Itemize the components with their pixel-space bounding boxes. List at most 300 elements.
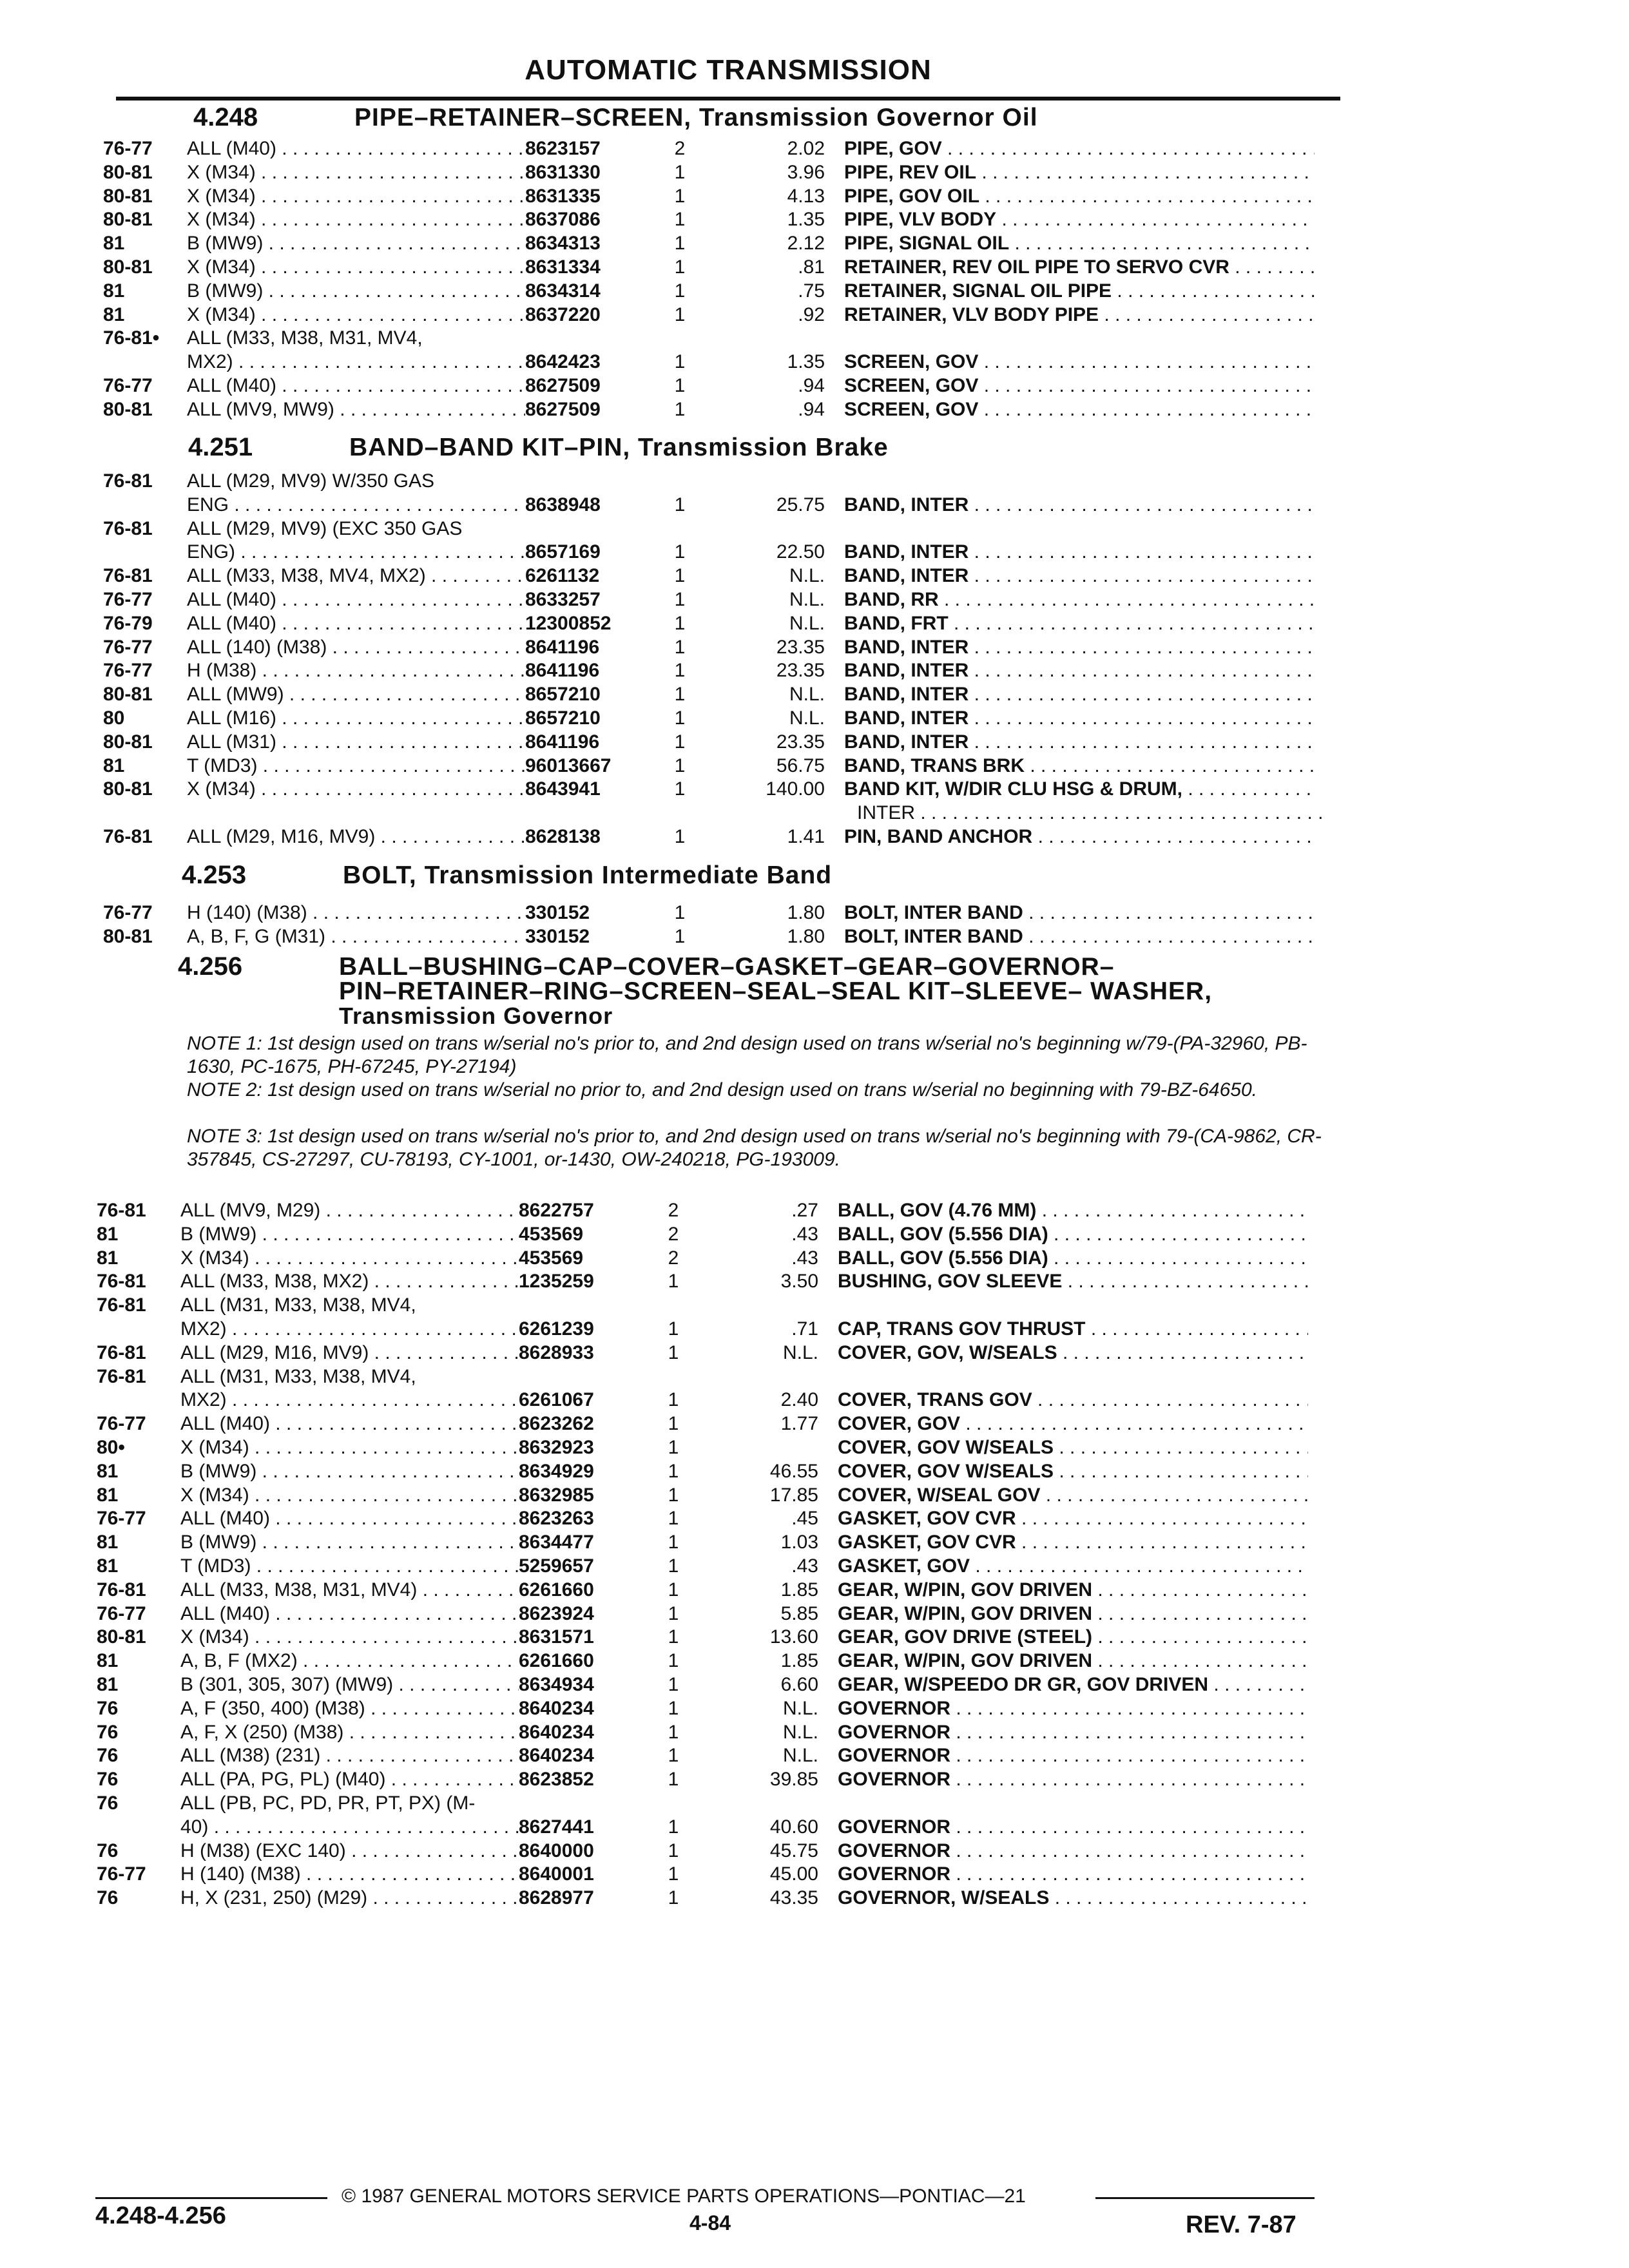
description — [844, 754, 1315, 778]
part-number: 6261067 — [519, 1389, 594, 1410]
price: 22.50 — [776, 541, 825, 562]
description-noun: COVER, GOV, W/SEALS — [838, 1342, 1057, 1363]
description-noun: GOVERNOR, W/SEALS — [838, 1887, 1050, 1908]
application: ALL (M40) . . . — [180, 1412, 519, 1436]
part-number: 1235259 — [519, 1271, 594, 1292]
description — [838, 1578, 1308, 1602]
application: ENG) . . . — [187, 540, 525, 564]
quantity: 1 — [674, 280, 686, 302]
description-noun: SCREEN, GOV — [844, 351, 979, 372]
part-number: 8631571 — [519, 1626, 594, 1648]
part-row — [103, 706, 1327, 730]
application: X (M34) . . . — [187, 255, 525, 279]
quantity: 1 — [674, 162, 686, 183]
description-noun: RETAINER, VLV BODY PIPE — [844, 304, 1099, 325]
quantity: 2 — [668, 1200, 679, 1221]
price: 5.85 — [780, 1603, 818, 1624]
part-row — [97, 1293, 1321, 1317]
model-years: 76-77 — [103, 589, 153, 610]
price: N.L. — [789, 684, 825, 705]
model-years: 76-81• — [103, 327, 160, 349]
part-row — [103, 160, 1327, 184]
application: ALL (140) (M38) . . . — [187, 635, 525, 659]
model-years: 81 — [103, 233, 125, 254]
description-noun: BUSHING, GOV SLEEVE — [838, 1271, 1063, 1292]
description-noun: SCREEN, GOV — [844, 399, 979, 420]
part-row — [103, 374, 1327, 398]
model-years: 81 — [97, 1247, 119, 1269]
application: ALL (M29, MV9) W/350 GAS — [187, 470, 435, 492]
model-years: 76 — [97, 1840, 119, 1861]
model-years: 76-77 — [97, 1508, 146, 1529]
price: 45.75 — [769, 1840, 818, 1861]
part-row — [97, 1246, 1321, 1270]
part-row — [97, 1459, 1321, 1483]
part-number: 6261660 — [519, 1579, 594, 1600]
application: X (M34) . . . — [180, 1246, 519, 1270]
application: ALL (M29, M16, MV9) . . . — [180, 1341, 519, 1365]
part-number: 453569 — [519, 1224, 584, 1245]
price: 13.60 — [769, 1626, 818, 1648]
description-noun: PIPE, GOV OIL — [844, 186, 980, 207]
model-years: 76-77 — [103, 138, 153, 159]
footer-page-number: 4-84 — [689, 2211, 731, 2234]
part-row — [97, 1886, 1321, 1910]
description-noun: BAND, INTER — [844, 494, 969, 515]
description — [844, 706, 1315, 730]
part-number: 8633257 — [525, 589, 601, 610]
description-noun: GASKET, GOV CVR — [838, 1532, 1016, 1553]
part-row — [97, 1388, 1321, 1412]
description — [838, 1767, 1308, 1791]
part-row — [103, 754, 1327, 778]
part-number: 8637086 — [525, 209, 601, 230]
part-number: 8634313 — [525, 233, 601, 254]
part-number: 8623924 — [519, 1603, 594, 1624]
application: ALL (M40) . . . — [187, 588, 525, 611]
description-noun: COVER, W/SEAL GOV — [838, 1485, 1041, 1506]
description — [838, 1696, 1308, 1720]
application: X (M34) . . . — [187, 207, 525, 231]
quantity: 1 — [668, 1722, 679, 1743]
description — [838, 1483, 1308, 1507]
model-years: 76-81 — [97, 1294, 146, 1316]
quantity: 1 — [674, 926, 686, 947]
part-number: 8622757 — [519, 1200, 594, 1221]
price: 46.55 — [769, 1461, 818, 1482]
part-number: 8632923 — [519, 1437, 594, 1458]
model-years: 81 — [103, 280, 125, 302]
description — [838, 1246, 1308, 1270]
section-heading — [193, 103, 1418, 132]
application: ALL (M33, M38, MX2) . . . — [180, 1269, 519, 1293]
application: ALL (M31) . . . — [187, 730, 525, 754]
quantity: 1 — [668, 1698, 679, 1719]
description — [838, 1554, 1308, 1578]
model-years: 76-79 — [103, 613, 153, 634]
description — [838, 1222, 1308, 1246]
description-noun: GOVERNOR — [838, 1698, 951, 1719]
part-row — [103, 398, 1327, 421]
description-noun: GEAR, W/PIN, GOV DRIVEN — [838, 1650, 1093, 1671]
description-noun: COVER, GOV W/SEALS — [838, 1461, 1054, 1482]
price: 25.75 — [776, 494, 825, 515]
part-row — [103, 207, 1327, 231]
model-years: 76-77 — [97, 1863, 146, 1885]
model-years: 76-81 — [97, 1200, 146, 1221]
part-number: 8631330 — [525, 162, 601, 183]
application: ALL (MV9, MW9) . . . — [187, 398, 525, 421]
description-noun: BAND, INTER — [844, 565, 969, 586]
description-noun: GOVERNOR — [838, 1840, 951, 1861]
price: .94 — [798, 375, 825, 396]
description — [838, 1886, 1308, 1910]
part-number: 8623262 — [519, 1413, 594, 1434]
description — [844, 540, 1315, 564]
part-number: 8637220 — [525, 304, 601, 325]
description — [838, 1744, 1308, 1767]
application: MX2) . . . — [187, 350, 525, 374]
price: N.L. — [789, 613, 825, 634]
description-noun: BAND, INTER — [844, 707, 969, 729]
model-years: 81 — [97, 1674, 119, 1695]
part-number: 8623263 — [519, 1508, 594, 1529]
model-years: 76-77 — [97, 1603, 146, 1624]
application: ALL (M40) . . . — [187, 611, 525, 635]
section-note: NOTE 3: 1st design used on trans w/serial no's prior to, and 2nd design used on trans w/serial no's beginning with 79-(CA-9862, CR-357845, CS-27297, CU-78193, CY-1001, or-1430, OW-240218, PG-193009. — [187, 1126, 1322, 1170]
quantity: 1 — [668, 1840, 679, 1861]
quantity: 2 — [668, 1247, 679, 1269]
application: X (M34) . . . — [187, 777, 525, 801]
part-number: 6261660 — [519, 1650, 594, 1671]
model-years: 76-77 — [103, 375, 153, 396]
description — [838, 1649, 1308, 1673]
description — [844, 350, 1315, 374]
quantity: 1 — [674, 186, 686, 207]
part-number: 8657210 — [525, 707, 601, 729]
model-years: 80-81 — [103, 731, 153, 753]
description — [844, 564, 1315, 588]
description — [838, 1673, 1308, 1696]
section-title-line: Transmission Governor — [339, 1003, 613, 1029]
section-title: BAND–BAND KIT–PIN, Transmission Brake — [349, 434, 889, 461]
part-row — [97, 1341, 1321, 1365]
price: 4.13 — [787, 186, 825, 207]
quantity: 1 — [668, 1887, 679, 1908]
application: T (MD3) . . . — [187, 754, 525, 778]
model-years: 81 — [97, 1485, 119, 1506]
section-note: NOTE 1: 1st design used on trans w/serial no's prior to, and 2nd design used on trans w/serial no's beginning w/79-(PA-32960, PB-1630, PC-1675, PH-67245, PY-27194) — [187, 1033, 1307, 1077]
quantity: 1 — [674, 637, 686, 658]
price: N.L. — [782, 1745, 818, 1766]
description — [844, 374, 1315, 398]
part-number: 8640234 — [519, 1722, 594, 1743]
part-number: 6261132 — [525, 565, 600, 586]
header-rule — [116, 97, 1340, 101]
part-number: 96013667 — [525, 755, 612, 776]
description — [838, 1412, 1308, 1436]
description-noun: RETAINER, REV OIL PIPE TO SERVO CVR — [844, 256, 1229, 278]
price: N.L. — [782, 1698, 818, 1719]
quantity: 2 — [674, 138, 686, 159]
quantity: 2 — [668, 1224, 679, 1245]
footer-copyright: © 1987 GENERAL MOTORS SERVICE PARTS OPERATIONS—PONTIAC—21 — [342, 2186, 1026, 2207]
part-number: 8657169 — [525, 541, 601, 562]
description — [844, 255, 1315, 279]
description — [844, 777, 1315, 801]
application: ALL (MW9) . . . — [187, 682, 525, 706]
quantity: 1 — [668, 1318, 679, 1340]
quantity: 1 — [674, 351, 686, 372]
part-number: 8628977 — [519, 1887, 594, 1908]
description-noun: COVER, GOV — [838, 1413, 961, 1434]
part-row — [103, 326, 1327, 350]
part-row — [103, 303, 1327, 327]
application: A, B, F, G (M31) . . . — [187, 925, 525, 948]
application: B (MW9) . . . — [187, 279, 525, 303]
application: H (M38) . . . — [187, 658, 525, 682]
application: A, F (350, 400) (M38) . . . — [180, 1696, 519, 1720]
quantity: 1 — [674, 494, 686, 515]
description — [838, 1720, 1308, 1744]
application: ALL (M29, M16, MV9) . . . — [187, 825, 525, 849]
price: 17.85 — [769, 1485, 818, 1506]
part-number: 8640000 — [519, 1840, 594, 1861]
part-number: 330152 — [525, 926, 590, 947]
part-row — [97, 1720, 1321, 1744]
quantity: 1 — [674, 541, 686, 562]
model-years: 76 — [97, 1887, 119, 1908]
application: ALL (M31, M33, M38, MV4, — [180, 1366, 416, 1387]
part-row — [103, 611, 1327, 635]
section-number: 4.256 — [178, 952, 243, 981]
part-number: 8627509 — [525, 375, 601, 396]
price: .92 — [798, 304, 825, 325]
model-years: 81 — [97, 1224, 119, 1245]
part-number: 8634929 — [519, 1461, 594, 1482]
description — [844, 184, 1315, 208]
part-row — [103, 635, 1327, 659]
part-row — [97, 1412, 1321, 1436]
part-number: 8623157 — [525, 138, 601, 159]
description — [844, 493, 1315, 517]
price: 3.50 — [780, 1271, 818, 1292]
application: ALL (MV9, M29) . . . — [180, 1198, 519, 1222]
section-number: 4.251 — [188, 433, 253, 461]
application: A, B, F (MX2) . . . — [180, 1649, 519, 1673]
description — [844, 303, 1315, 327]
part-row — [103, 730, 1327, 754]
part-row — [97, 1839, 1321, 1863]
application: ALL (M33, M38, M31, MV4) . . . — [180, 1578, 519, 1602]
part-number: 8634477 — [519, 1532, 594, 1553]
description-noun: SCREEN, GOV — [844, 375, 979, 396]
application: 40) . . . — [180, 1815, 519, 1839]
description-noun: BAND KIT, W/DIR CLU HSG & DRUM, — [844, 778, 1182, 800]
page-title: AUTOMATIC TRANSMISSION — [525, 54, 932, 86]
part-row — [97, 1365, 1321, 1389]
description-noun: GOVERNOR — [838, 1745, 951, 1766]
model-years: 76-77 — [103, 637, 153, 658]
model-years: 81 — [97, 1461, 119, 1482]
model-years: 76 — [97, 1698, 119, 1719]
description — [844, 801, 1327, 825]
part-number: 8627509 — [525, 399, 601, 420]
quantity: 1 — [668, 1863, 679, 1885]
price: 2.12 — [787, 233, 825, 254]
part-row — [97, 1222, 1321, 1246]
model-years: 81 — [97, 1650, 119, 1671]
quantity: 1 — [674, 375, 686, 396]
part-number: 8627441 — [519, 1816, 594, 1838]
part-number: 8628933 — [519, 1342, 594, 1363]
application: ALL (M29, MV9) (EXC 350 GAS — [187, 518, 463, 539]
description-noun: GEAR, W/PIN, GOV DRIVEN — [838, 1603, 1093, 1624]
part-row — [103, 925, 1327, 948]
model-years: 80 — [103, 707, 125, 729]
part-number: 330152 — [525, 902, 590, 923]
price: 1.03 — [780, 1532, 818, 1553]
application: ALL (M40) . . . — [180, 1506, 519, 1530]
quantity: 1 — [668, 1816, 679, 1838]
description-noun: GEAR, W/PIN, GOV DRIVEN — [838, 1579, 1093, 1600]
model-years: 76 — [97, 1722, 119, 1743]
price: .43 — [791, 1555, 818, 1577]
description — [838, 1625, 1308, 1649]
part-row — [97, 1483, 1321, 1507]
description — [838, 1602, 1308, 1626]
quantity: 1 — [668, 1271, 679, 1292]
application: H (140) (M38) . . . — [187, 901, 525, 925]
description-noun: PIN, BAND ANCHOR — [844, 826, 1033, 847]
description — [844, 635, 1315, 659]
quantity: 1 — [668, 1555, 679, 1577]
part-row — [97, 1317, 1321, 1341]
description — [844, 730, 1315, 754]
application: B (MW9) . . . — [180, 1459, 519, 1483]
description — [838, 1341, 1308, 1365]
quantity: 1 — [668, 1626, 679, 1648]
description-noun: BAND, RR — [844, 589, 939, 610]
quantity: 1 — [674, 399, 686, 420]
part-row — [103, 493, 1327, 517]
model-years: 80-81 — [103, 162, 153, 183]
part-number: 8628138 — [525, 826, 601, 847]
price: 1.85 — [780, 1650, 818, 1671]
application: ALL (PA, PG, PL) (M40) . . . — [180, 1767, 519, 1791]
section-title-line: BALL–BUSHING–CAP–COVER–GASKET–GEAR–GOVERNOR– — [339, 953, 1115, 981]
price: .27 — [791, 1200, 818, 1221]
description — [844, 588, 1315, 611]
application: X (M34) . . . — [187, 303, 525, 327]
model-years: 76 — [97, 1745, 119, 1766]
application: A, F, X (250) (M38) . . . — [180, 1720, 519, 1744]
part-number: 8641196 — [525, 637, 600, 658]
quantity: 1 — [674, 778, 686, 800]
description-noun: BAND, INTER — [844, 731, 969, 753]
description — [844, 137, 1315, 160]
description-noun: BOLT, INTER BAND — [844, 926, 1023, 947]
part-number: 8638948 — [525, 494, 601, 515]
model-years: 81 — [97, 1532, 119, 1553]
part-row — [103, 469, 1327, 493]
price: 3.96 — [787, 162, 825, 183]
model-years: 81 — [103, 755, 125, 776]
part-row — [103, 801, 1327, 825]
description — [844, 901, 1315, 925]
application: H (140) (M38) . . . — [180, 1862, 519, 1886]
description-noun: BALL, GOV (5.556 DIA) — [838, 1247, 1048, 1269]
part-number: 5259657 — [519, 1555, 594, 1577]
section-number: 4.253 — [182, 861, 247, 889]
description — [844, 611, 1315, 635]
description-noun: BAND, INTER — [844, 637, 969, 658]
price: 1.35 — [787, 209, 825, 230]
footer-section-range: 4.248-4.256 — [95, 2202, 226, 2229]
part-row — [97, 1649, 1321, 1673]
model-years: 80• — [97, 1437, 125, 1458]
part-number: 8640234 — [519, 1745, 594, 1766]
description-noun: BAND, FRT — [844, 613, 949, 634]
description-noun: RETAINER, SIGNAL OIL PIPE — [844, 280, 1112, 302]
description-noun: COVER, TRANS GOV — [838, 1389, 1032, 1410]
part-number: 453569 — [519, 1247, 584, 1269]
price: 6.60 — [780, 1674, 818, 1695]
part-row — [97, 1862, 1321, 1886]
part-number: 8623852 — [519, 1769, 594, 1790]
description-noun: PIPE, GOV — [844, 138, 942, 159]
quantity: 1 — [674, 731, 686, 753]
part-row — [103, 588, 1327, 611]
model-years: 80-81 — [103, 926, 153, 947]
model-years: 76-81 — [103, 826, 153, 847]
application: ALL (M31, M33, M38, MV4, — [180, 1294, 416, 1316]
part-number: 8641196 — [525, 731, 600, 753]
part-row — [97, 1269, 1321, 1293]
part-number: 8641196 — [525, 660, 600, 681]
price: 39.85 — [769, 1769, 818, 1790]
model-years: 76-81 — [97, 1271, 146, 1292]
part-row — [103, 777, 1327, 801]
price: .71 — [791, 1318, 818, 1340]
description-noun: GOVERNOR — [838, 1769, 951, 1790]
price: N.L. — [789, 707, 825, 729]
part-row — [103, 184, 1327, 208]
model-years: 76 — [97, 1769, 119, 1790]
description — [844, 925, 1315, 948]
part-row — [97, 1744, 1321, 1767]
description-noun: GEAR, W/SPEEDO DR GR, GOV DRIVEN — [838, 1674, 1209, 1695]
description-noun: COVER, GOV W/SEALS — [838, 1437, 1054, 1458]
price: N.L. — [782, 1342, 818, 1363]
model-years: 76-77 — [103, 660, 153, 681]
quantity: 1 — [674, 755, 686, 776]
quantity: 1 — [674, 707, 686, 729]
description — [838, 1459, 1308, 1483]
description-noun: INTER — [857, 802, 915, 823]
price: 1.41 — [787, 826, 825, 847]
part-row — [97, 1198, 1321, 1222]
quantity: 1 — [668, 1413, 679, 1434]
description — [838, 1839, 1308, 1863]
quantity: 1 — [674, 233, 686, 254]
quantity: 1 — [674, 304, 686, 325]
part-number: 8657210 — [525, 684, 601, 705]
model-years: 80-81 — [103, 209, 153, 230]
price: 23.35 — [776, 637, 825, 658]
model-years: 76-81 — [103, 470, 153, 492]
part-row — [103, 825, 1327, 849]
